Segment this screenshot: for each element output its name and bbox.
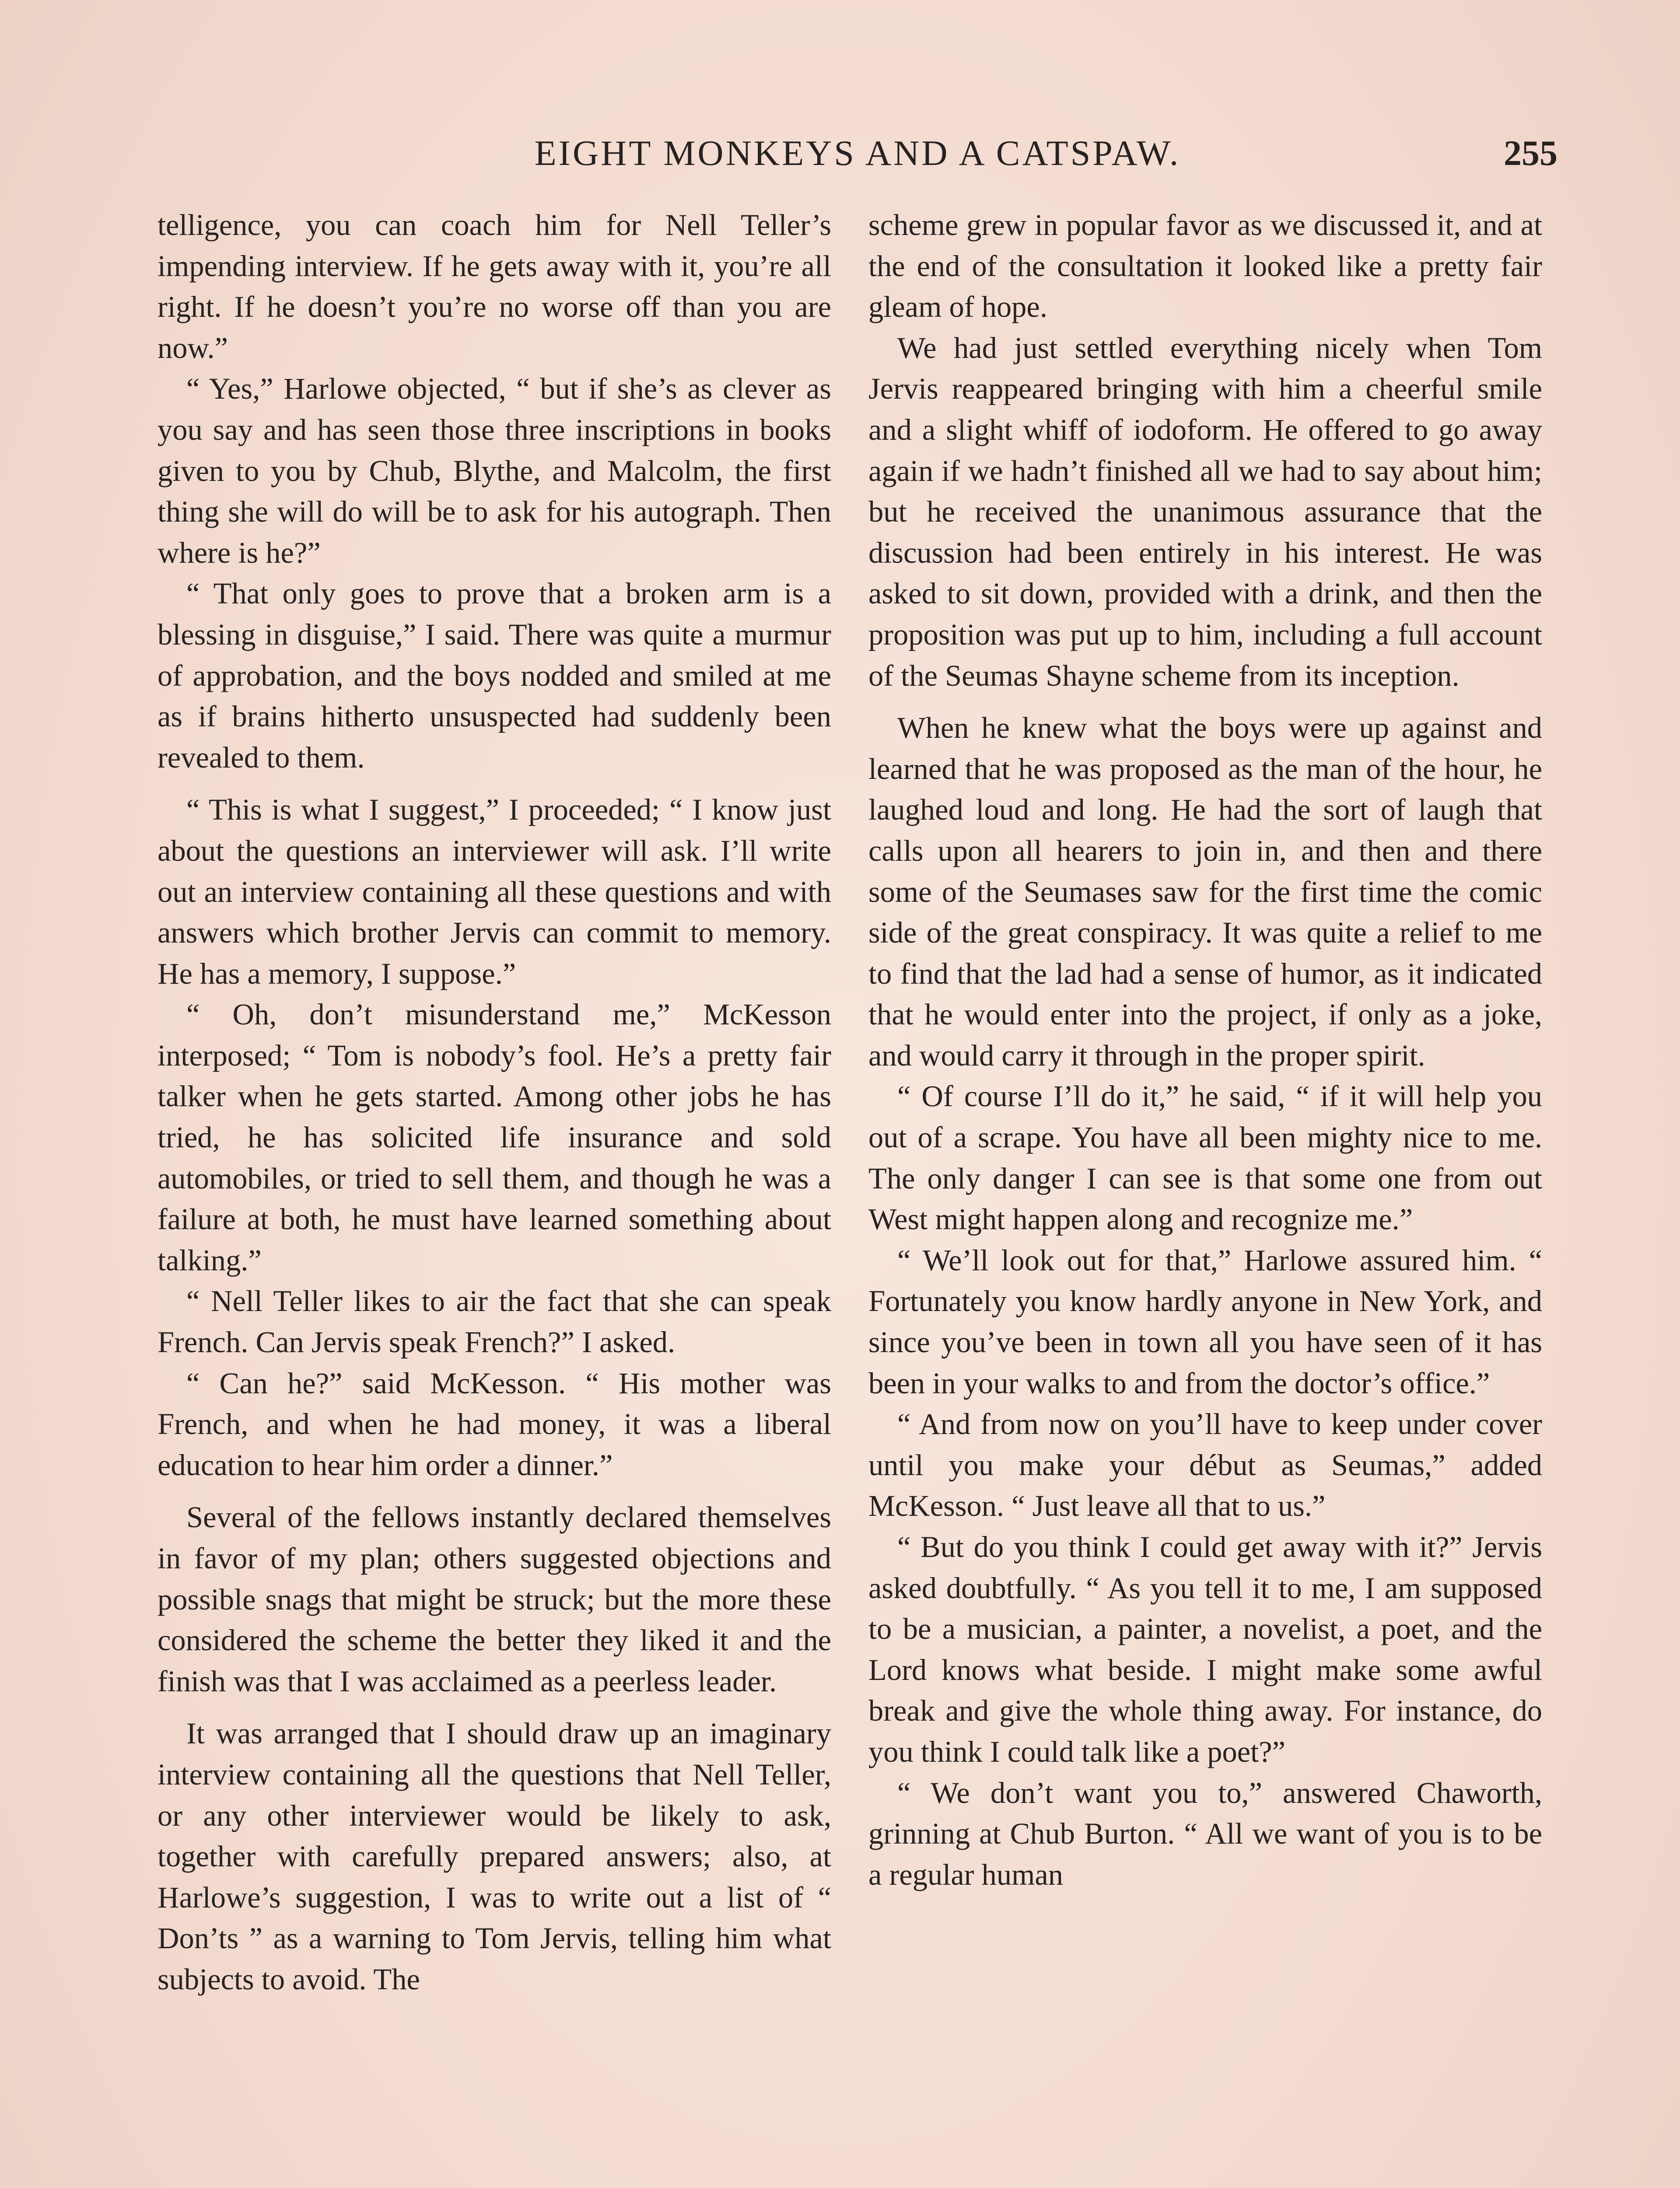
page-header (158, 127, 1558, 179)
paragraph: We had just settled everything nicely when Tom Jervis reappeared bringing with him a cheerful smile and a slight whiff of iodoform. He offered to go away again if we hadn’t finished all we had to say about him; but he received the unanimous assurance that the discussion had been entirely in his interest. He was asked to sit down, provided with a drink, and then the proposition was put up to him, including a full account of the Seumas Shayne scheme from its inception. (868, 331, 1542, 692)
paragraph: telligence, you can coach him for Nell Teller’s impending interview. If he gets away with it, you’re all right. If he doesn’t you’re no worse off than you are now.” (158, 208, 831, 365)
paragraph: “ Yes,” Harlowe objected, “ but if she’s as clever as you say and has seen those three inscriptions in books given to you by Chub, Blythe, and Malcolm, the first thing she will do will be to ask for his autograph. Then where is he?” (158, 372, 831, 569)
paragraph: It was arranged that I should draw up an imaginary interview containing all the questions that Nell Teller, or any other interviewer would be likely to ask, together with carefully prepared answers; also, at Harlowe’s suggestion, I was to write out a list of “ Don’ts ” as a warning to Tom Jervis, telling him what subjects to avoid. The (158, 1717, 831, 1996)
paragraph: “ Can he?” said McKesson. “ His mother was French, and when he had money, it was a liberal education to hear him order a dinner.” (158, 1366, 831, 1482)
paragraph: “ Nell Teller likes to air the fact that she can speak French. Can Jervis speak French?” I asked. (158, 1284, 831, 1359)
paragraph: Several of the fellows instantly declared themselves in favor of my plan; others suggested objections and possible snags that might be struck; but the more these considered the scheme the better they liked it and the finish was that I was acclaimed as a peerless leader. (158, 1501, 831, 1698)
left-column (158, 205, 831, 2000)
paragraph: “ Of course I’ll do it,” he said, “ if it will help you out of a scrape. You have all been mighty nice to me. The only danger I can see is that some one from out West might happen along and recognize me.” (868, 1080, 1542, 1236)
running-title: EIGHT MONKEYS AND A CATSPAW. (534, 133, 1181, 173)
paragraph: scheme grew in popular favor as we discussed it, and at the end of the consultation it looked like a pretty fair gleam of hope. (868, 208, 1542, 324)
paragraph: “ We don’t want you to,” answered Chaworth, grinning at Chub Burton. “ All we want of you is to be a regular human (868, 1776, 1542, 1891)
paragraph: When he knew what the boys were up against and learned that he was proposed as the man of the hour, he laughed loud and long. He had the sort of laugh that calls upon all hearers to join in, and then and there some of the Seumases saw for the first time the comic side of the great conspiracy. It was quite a relief to me to find that the lad had a sense of humor, as it indicated that he would enter into the project, if only as a joke, and would carry it through in the proper spirit. (868, 711, 1542, 1072)
paragraph: “ And from now on you’ll have to keep under cover until you make your début as Seumas,” added McKesson. “ Just leave all that to us.” (868, 1407, 1542, 1523)
paragraph: “ But do you think I could get away with it?” Jervis asked doubtfully. “ As you tell it to me, I am supposed to be a musician, a painter, a novelist, a poet, and the Lord knows what beside. I might make some awful break and give the whole thing away. For instance, do you think I could talk like a poet?” (868, 1530, 1542, 1768)
paragraph: “ This is what I suggest,” I proceeded; “ I know just about the questions an interviewer will ask. I’ll write out an interview containing all these questions and with answers which brother Jervis can commit to memory. He has a memory, I suppose.” (158, 793, 831, 990)
page-number: 255 (1504, 133, 1558, 173)
paragraph: “ We’ll look out for that,” Harlowe assured him. “ Fortunately you know hardly anyone in New York, and since you’ve been in town all you have seen of it has been in your walks to and from the doctor’s office.” (868, 1243, 1542, 1400)
right-column (868, 205, 1542, 1895)
paragraph: “ That only goes to prove that a broken arm is a blessing in disguise,” I said. There was quite a murmur of approbation, and the boys nodded and smiled at me as if brains hitherto unsuspected had suddenly been revealed to them. (158, 577, 831, 774)
paragraph: “ Oh, don’t misunderstand me,” McKesson interposed; “ Tom is nobody’s fool. He’s a pretty fair talker when he gets started. Among other jobs he has tried, he has solicited life insurance and sold automobiles, or tried to sell them, and though he was a failure at both, he must have learned something about talking.” (158, 998, 831, 1277)
